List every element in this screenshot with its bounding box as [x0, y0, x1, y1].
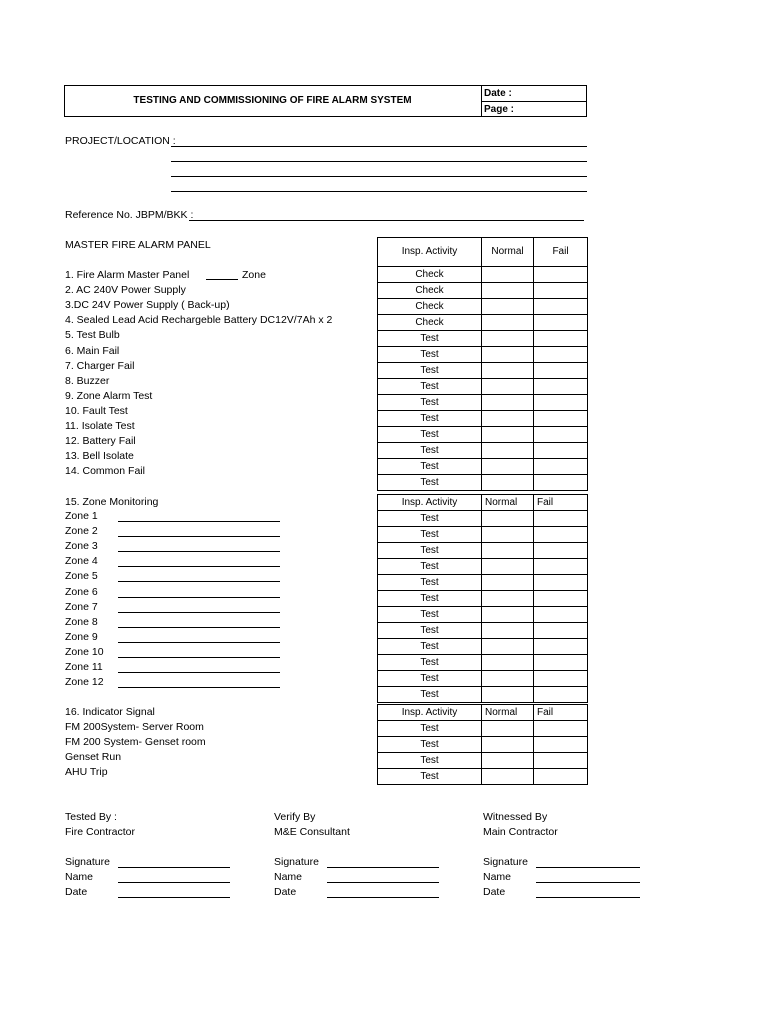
activity-cell: Check [378, 299, 482, 315]
normal-cell[interactable] [482, 299, 534, 315]
activity-cell: Test [378, 655, 482, 671]
normal-cell[interactable] [482, 769, 534, 785]
normal-cell[interactable] [482, 527, 534, 543]
row-label: 12. Battery Fail [65, 435, 136, 448]
row-label: Zone 12 [65, 676, 104, 689]
table-row [378, 543, 588, 559]
activity-cell: Test [378, 575, 482, 591]
signoff-name-line[interactable] [327, 882, 439, 883]
row-label: 9. Zone Alarm Test [65, 389, 153, 402]
normal-cell[interactable] [482, 283, 534, 299]
activity-cell: Test [378, 459, 482, 475]
signoff-date-line[interactable] [118, 897, 230, 898]
signoff-name-line[interactable] [536, 882, 640, 883]
activity-cell: Check [378, 315, 482, 331]
row-label: 6. Main Fail [65, 344, 120, 357]
table-row [378, 753, 588, 769]
table-row [378, 527, 588, 543]
section1-table [377, 237, 588, 491]
fail-cell[interactable] [534, 299, 588, 315]
table-row [378, 559, 588, 575]
fail-cell[interactable] [534, 623, 588, 639]
fail-cell[interactable] [534, 395, 588, 411]
signoff-signature-line[interactable] [118, 867, 230, 868]
signoff-signature-label: Signature [274, 856, 319, 868]
normal-cell[interactable] [482, 379, 534, 395]
table-row [378, 459, 588, 475]
signoff-name-label: Name [274, 871, 303, 883]
zone-description-line[interactable] [118, 672, 280, 673]
row-label: Zone 3 [65, 540, 98, 553]
activity-cell: Test [378, 511, 482, 527]
normal-cell[interactable] [482, 443, 534, 459]
row-label: 13. Bell Isolate [65, 450, 134, 463]
fail-cell[interactable] [534, 737, 588, 753]
signoff-date-line[interactable] [536, 897, 640, 898]
signoff-party: Fire Contractor [65, 826, 136, 838]
row-label: Zone 11 [65, 661, 103, 673]
table-row [378, 347, 588, 363]
row-label: 4. Sealed Lead Acid Rechargeble Battery DC12V/7Ah x 2 [65, 314, 333, 327]
zone-description-line[interactable] [118, 581, 280, 582]
signoff-heading: Verify By [274, 811, 316, 823]
normal-cell[interactable] [482, 315, 534, 331]
activity-cell: Test [378, 379, 482, 395]
row-label: 14. Common Fail [65, 465, 145, 478]
row-label: 8. Buzzer [65, 374, 110, 387]
fail-cell[interactable] [534, 527, 588, 543]
fail-cell[interactable] [534, 315, 588, 331]
normal-cell[interactable] [482, 687, 534, 703]
activity-cell: Test [378, 559, 482, 575]
row-label: 10. Fault Test [65, 404, 128, 417]
signoff-name-label: Name [483, 871, 512, 883]
zone-description-line[interactable] [118, 687, 280, 688]
table-row [378, 395, 588, 411]
table-row [378, 379, 588, 395]
table-row [378, 411, 588, 427]
activity-cell: Test [378, 769, 482, 785]
signoff-date-label: Date [274, 886, 297, 898]
fail-cell[interactable] [534, 671, 588, 687]
row-label: AHU Trip [65, 766, 108, 779]
row-label: FM 200 System- Genset room [65, 736, 206, 749]
table-row [378, 639, 588, 655]
fail-cell[interactable] [534, 639, 588, 655]
zone-description-line[interactable] [118, 521, 280, 522]
activity-cell: Test [378, 737, 482, 753]
activity-cell: Test [378, 475, 482, 491]
col-normal-header: Normal [482, 238, 534, 267]
normal-cell[interactable] [482, 543, 534, 559]
row-label: 3.DC 24V Power Supply ( Back-up) [65, 299, 230, 312]
col-activity-header: Insp. Activity [378, 705, 482, 721]
signoff-heading: Tested By : [65, 811, 117, 823]
activity-cell: Test [378, 411, 482, 427]
fail-cell[interactable] [534, 411, 588, 427]
zone-description-line[interactable] [118, 627, 280, 628]
activity-cell: Test [378, 623, 482, 639]
normal-cell[interactable] [482, 363, 534, 379]
normal-cell[interactable] [482, 427, 534, 443]
activity-cell: Test [378, 443, 482, 459]
row-label: Zone 6 [65, 585, 98, 598]
project-line-3[interactable] [171, 176, 587, 177]
zone-description-line[interactable] [118, 657, 280, 658]
table-row [378, 769, 588, 785]
table-row [378, 475, 588, 491]
signoff-date-label: Date [483, 886, 506, 898]
fail-cell[interactable] [534, 379, 588, 395]
activity-cell: Test [378, 591, 482, 607]
row-label: Zone 1 [65, 510, 98, 522]
normal-cell[interactable] [482, 671, 534, 687]
table-row [378, 267, 588, 283]
project-location-label: PROJECT/LOCATION : [65, 135, 176, 147]
normal-cell[interactable] [482, 395, 534, 411]
table-row [378, 671, 588, 687]
activity-cell: Test [378, 753, 482, 769]
row-label: 11. Isolate Test [65, 420, 135, 432]
table-row [378, 737, 588, 753]
activity-cell: Test [378, 527, 482, 543]
fail-cell[interactable] [534, 427, 588, 443]
table-row [378, 443, 588, 459]
normal-cell[interactable] [482, 559, 534, 575]
fail-cell[interactable] [534, 331, 588, 347]
signoff-date-line[interactable] [327, 897, 439, 898]
fail-cell[interactable] [534, 459, 588, 475]
fail-cell[interactable] [534, 363, 588, 379]
col-fail-header: Fail [534, 705, 588, 721]
activity-cell: Test [378, 671, 482, 687]
row-label: Zone 2 [65, 525, 98, 538]
activity-cell: Test [378, 543, 482, 559]
project-line-2[interactable] [171, 161, 587, 162]
activity-cell: Test [378, 395, 482, 411]
table-row [378, 623, 588, 639]
row-label: FM 200System- Server Room [65, 721, 204, 733]
section3-title: 16. Indicator Signal [65, 706, 155, 718]
normal-cell[interactable] [482, 591, 534, 607]
signoff-name-label: Name [65, 871, 94, 883]
normal-cell[interactable] [482, 347, 534, 363]
fail-cell[interactable] [534, 543, 588, 559]
normal-cell[interactable] [482, 511, 534, 527]
zone-suffix: Zone [242, 269, 266, 281]
activity-cell: Test [378, 607, 482, 623]
normal-cell[interactable] [482, 459, 534, 475]
col-fail-header: Fail [534, 495, 588, 511]
fail-cell[interactable] [534, 283, 588, 299]
reference-line[interactable] [189, 220, 584, 221]
date-label: Date : [484, 88, 512, 99]
normal-cell[interactable] [482, 639, 534, 655]
col-activity-header: Insp. Activity [378, 495, 482, 511]
table-row [378, 283, 588, 299]
normal-cell[interactable] [482, 623, 534, 639]
table-row [378, 427, 588, 443]
fail-cell[interactable] [534, 511, 588, 527]
fail-cell[interactable] [534, 347, 588, 363]
fail-cell[interactable] [534, 591, 588, 607]
project-line-4[interactable] [171, 191, 587, 192]
fail-cell[interactable] [534, 559, 588, 575]
row-label: 5. Test Bulb [65, 329, 120, 342]
signoff-party: M&E Consultant [274, 826, 350, 838]
activity-cell: Test [378, 347, 482, 363]
fail-cell[interactable] [534, 475, 588, 491]
table-row [378, 511, 588, 527]
zone-description-line[interactable] [118, 536, 280, 537]
normal-cell[interactable] [482, 737, 534, 753]
normal-cell[interactable] [482, 607, 534, 623]
zone-description-line[interactable] [118, 566, 280, 567]
section1-title: MASTER FIRE ALARM PANEL [65, 239, 211, 251]
table-row [378, 655, 588, 671]
activity-cell: Test [378, 721, 482, 737]
section2-table [377, 494, 588, 703]
signoff-heading: Witnessed By [483, 811, 548, 823]
fail-cell[interactable] [534, 721, 588, 737]
normal-cell[interactable] [482, 575, 534, 591]
col-normal-header: Normal [482, 705, 534, 721]
zone-description-line[interactable] [118, 642, 280, 643]
row-label: Zone 9 [65, 630, 98, 643]
fail-cell[interactable] [534, 769, 588, 785]
signoff-date-label: Date [65, 886, 88, 898]
fail-cell[interactable] [534, 655, 588, 671]
row-label: Genset Run [65, 751, 122, 764]
project-line-1[interactable] [171, 146, 587, 147]
normal-cell[interactable] [482, 411, 534, 427]
row-label: 2. AC 240V Power Supply [65, 284, 186, 297]
row-label: 7. Charger Fail [65, 359, 135, 372]
fail-cell[interactable] [534, 753, 588, 769]
col-normal-header: Normal [482, 495, 534, 511]
normal-cell[interactable] [482, 753, 534, 769]
fail-cell[interactable] [534, 267, 588, 283]
zone-blank-line[interactable] [206, 279, 238, 280]
normal-cell[interactable] [482, 475, 534, 491]
normal-cell[interactable] [482, 331, 534, 347]
normal-cell[interactable] [482, 267, 534, 283]
normal-cell[interactable] [482, 655, 534, 671]
col-activity-header: Insp. Activity [378, 238, 482, 267]
table-row [378, 575, 588, 591]
activity-cell: Test [378, 639, 482, 655]
fail-cell[interactable] [534, 607, 588, 623]
normal-cell[interactable] [482, 721, 534, 737]
table-row [378, 315, 588, 331]
section2-title: 15. Zone Monitoring [65, 496, 159, 508]
fail-cell[interactable] [534, 443, 588, 459]
page-label: Page : [484, 104, 515, 115]
signoff-party: Main Contractor [483, 826, 558, 838]
zone-description-line[interactable] [118, 597, 280, 598]
table-row [378, 363, 588, 379]
activity-cell: Test [378, 687, 482, 703]
header-date-divider [481, 101, 587, 102]
zone-description-line[interactable] [118, 551, 280, 552]
section3-table [377, 704, 588, 785]
row-label: Zone 10 [65, 645, 104, 658]
table-row [378, 607, 588, 623]
activity-cell: Test [378, 331, 482, 347]
table-row [378, 591, 588, 607]
activity-cell: Test [378, 427, 482, 443]
signoff-signature-label: Signature [65, 856, 110, 868]
row-label: Zone 4 [65, 555, 98, 568]
table-row [378, 299, 588, 315]
activity-cell: Check [378, 283, 482, 299]
reference-label: Reference No. JBPM/BKK : [65, 209, 194, 221]
table-row [378, 721, 588, 737]
activity-cell: Test [378, 363, 482, 379]
signoff-signature-line[interactable] [536, 867, 640, 868]
signoff-signature-line[interactable] [327, 867, 439, 868]
row-label: Zone 5 [65, 570, 98, 583]
signoff-signature-label: Signature [483, 856, 528, 868]
fail-cell[interactable] [534, 575, 588, 591]
row-label: Zone 7 [65, 600, 98, 613]
zone-description-line[interactable] [118, 612, 280, 613]
row-label: 1. Fire Alarm Master Panel [65, 269, 190, 281]
table-row [378, 331, 588, 347]
signoff-name-line[interactable] [118, 882, 230, 883]
activity-cell: Check [378, 267, 482, 283]
row-label: Zone 8 [65, 615, 98, 628]
fail-cell[interactable] [534, 687, 588, 703]
form-title: TESTING AND COMMISSIONING OF FIRE ALARM SYSTEM [133, 95, 412, 106]
table-row [378, 687, 588, 703]
col-fail-header: Fail [534, 238, 588, 267]
